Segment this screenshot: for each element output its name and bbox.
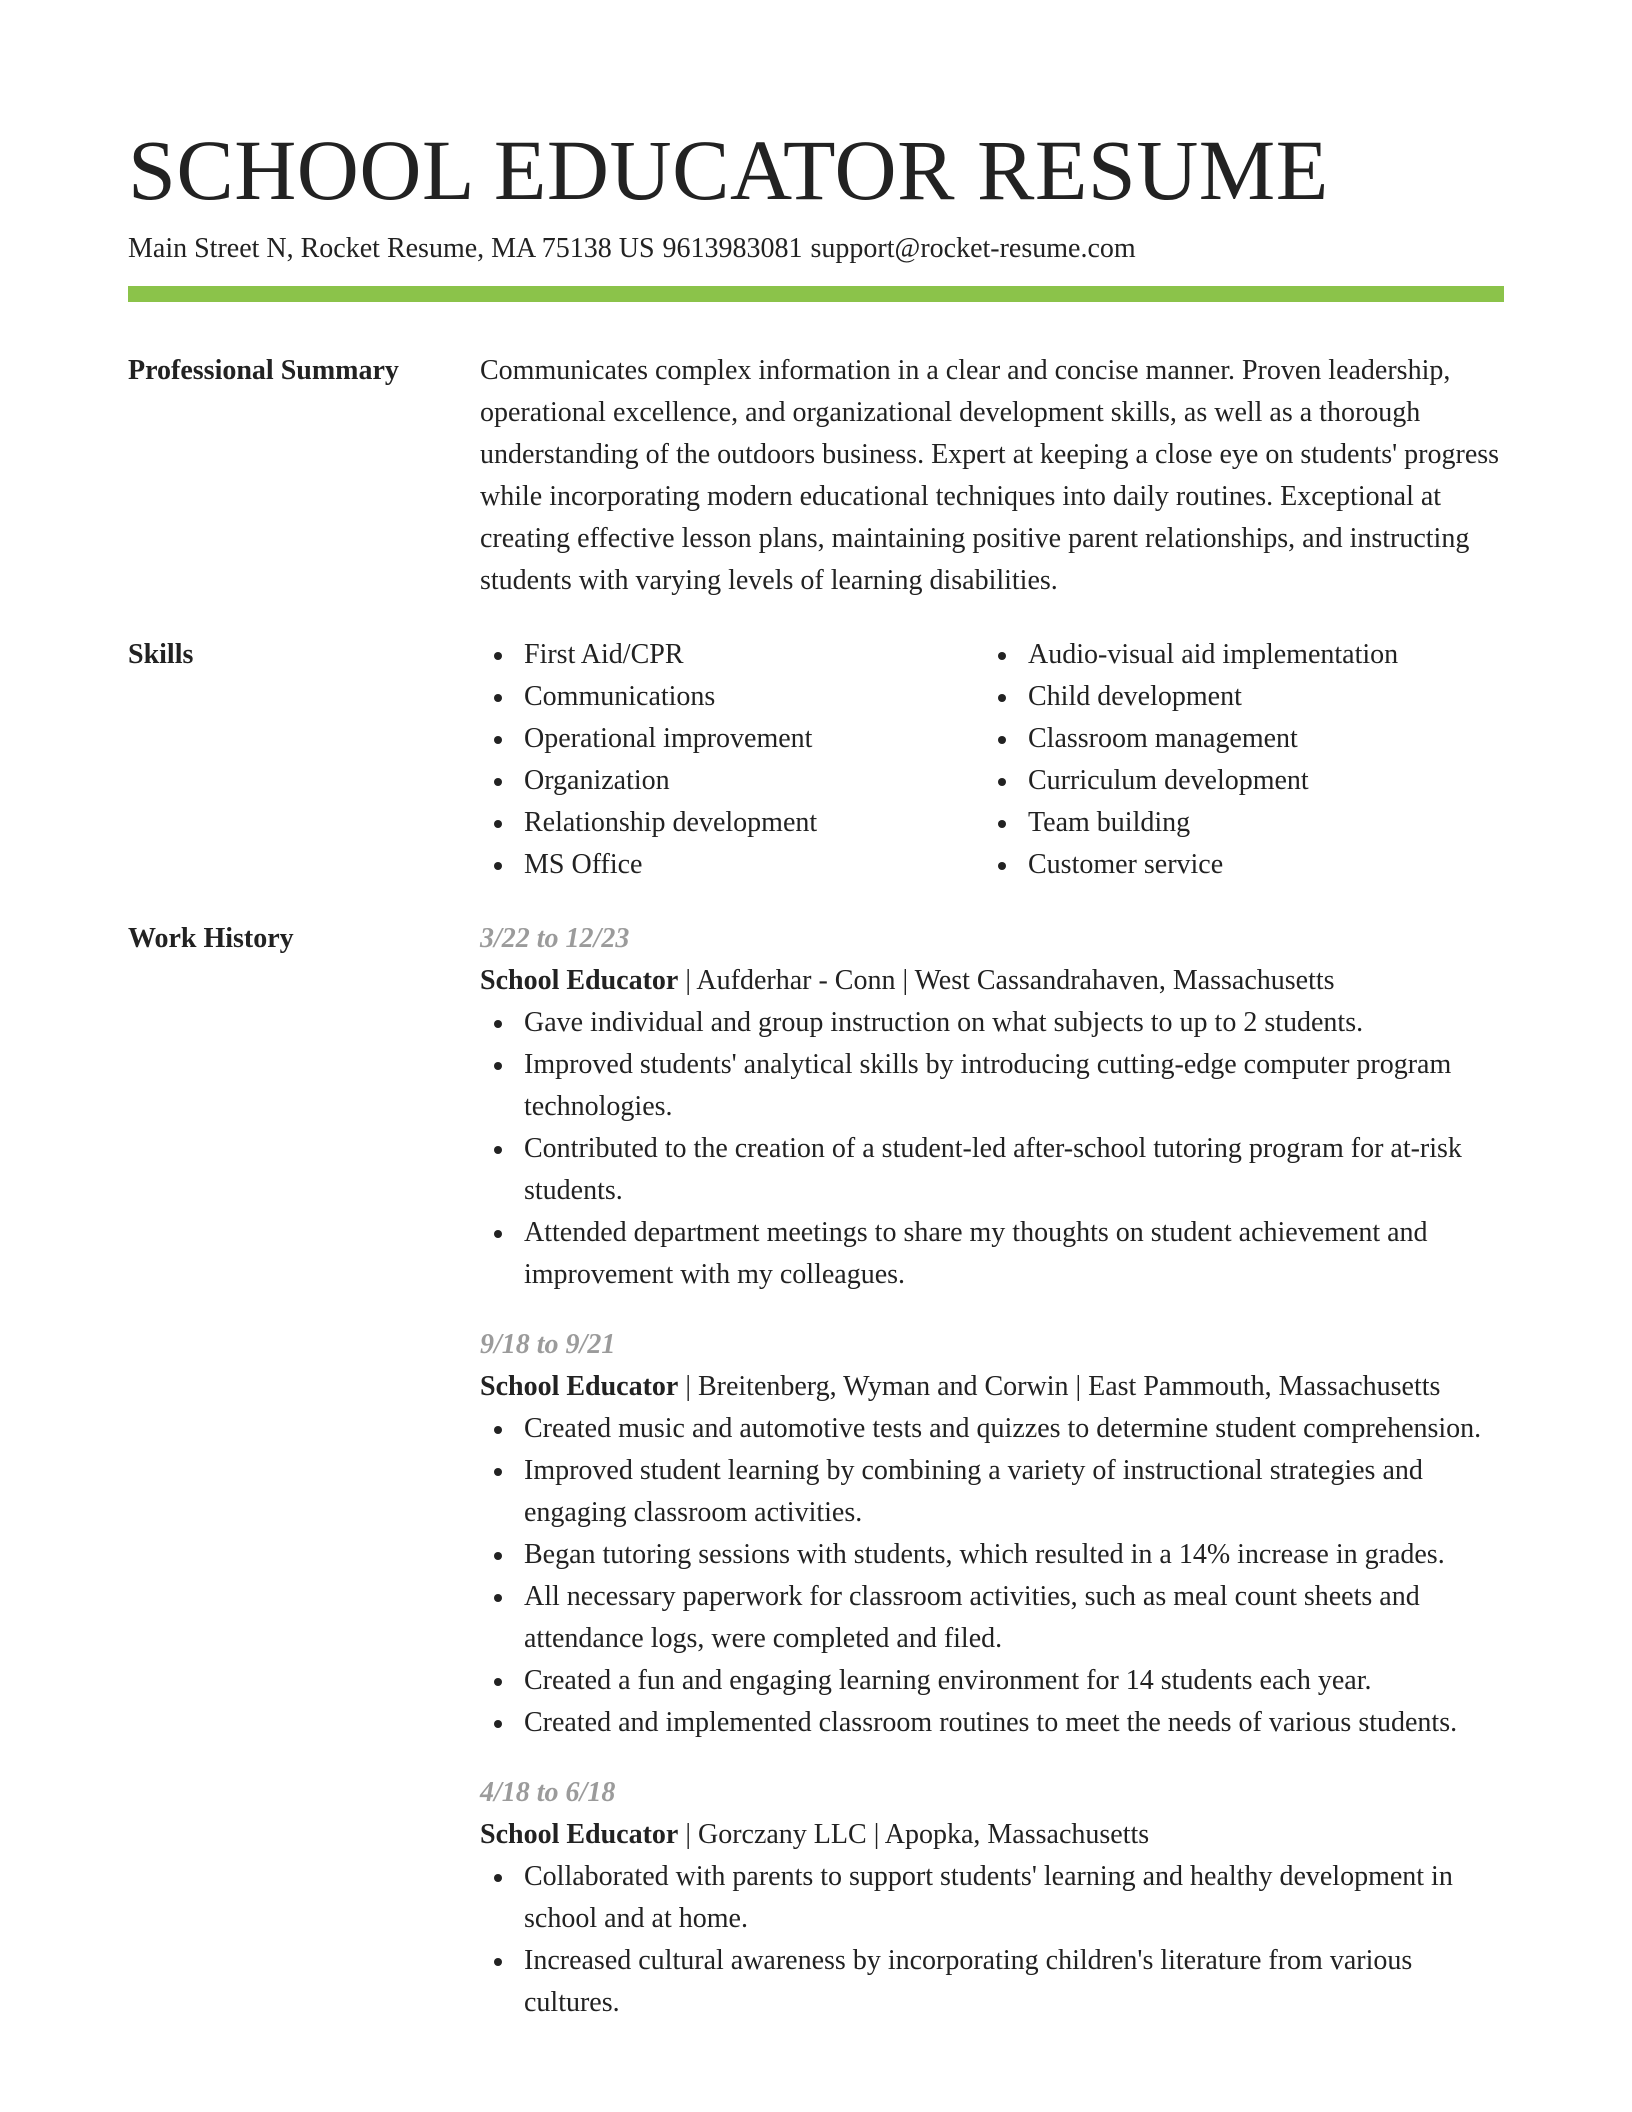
header-divider xyxy=(128,286,1504,302)
job-bullet: Improved students' analytical skills by introducing cutting-edge computer program technologies. xyxy=(480,1044,1510,1128)
work-history-label: Work History xyxy=(128,923,294,954)
job-header: School Educator | Aufderhar - Conn | West Cassandrahaven, Massachusetts xyxy=(480,965,1335,996)
job-location: East Pammouth, Massachusetts xyxy=(1088,1371,1441,1402)
skills-section xyxy=(480,634,1510,886)
job-bullet: Created a fun and engaging learning environment for 14 students each year. xyxy=(480,1660,1510,1702)
skills-list-left xyxy=(480,634,984,886)
skill-item: Classroom management xyxy=(984,718,1488,760)
job-bullet-list xyxy=(480,1408,1510,1744)
summary-text: Communicates complex information in a clear and concise manner. Proven leadership, operational excellence, and organizational development skills, as well as a thorough understanding of the outdoors business. Expert at keeping a close eye on students' progress while incorporating modern educational techniques into daily routines. Exceptional at creating effective lesson plans, maintaining positive parent relationships, and instructing students with varying levels of learning disabilities. xyxy=(480,355,1500,596)
job-bullet: Improved student learning by combining a variety of instructional strategies and engaging classroom activities. xyxy=(480,1450,1510,1534)
resume-title: SCHOOL EDUCATOR RESUME xyxy=(128,122,1329,218)
job-bullet: All necessary paperwork for classroom activities, such as meal count sheets and attendance logs, were completed and filed. xyxy=(480,1576,1510,1660)
skill-item: Audio-visual aid implementation xyxy=(984,634,1488,676)
job-bullet: Created music and automotive tests and quizzes to determine student comprehension. xyxy=(480,1408,1510,1450)
skill-item: MS Office xyxy=(480,844,984,886)
job-location: Apopka, Massachusetts xyxy=(884,1819,1150,1850)
skill-item: Organization xyxy=(480,760,984,802)
skill-item: Curriculum development xyxy=(984,760,1488,802)
job-bullet: Created and implemented classroom routines to meet the needs of various students. xyxy=(480,1702,1510,1744)
contact-email: support@rocket-resume.com xyxy=(810,233,1136,264)
job-dates: 4/18 to 6/18 xyxy=(480,1777,616,1808)
job-entry xyxy=(480,1772,1510,2024)
job-bullet: Collaborated with parents to support students' learning and healthy development in school and at home. xyxy=(480,1856,1510,1940)
skills-list-right xyxy=(984,634,1488,886)
summary-label: Professional Summary xyxy=(128,355,399,386)
job-company: Aufderhar - Conn xyxy=(696,965,896,996)
job-bullet: Contributed to the creation of a student-led after-school tutoring program for at-risk students. xyxy=(480,1128,1510,1212)
skills-label: Skills xyxy=(128,639,194,670)
job-bullet: Began tutoring sessions with students, which resulted in a 14% increase in grades. xyxy=(480,1534,1510,1576)
skill-item: Child development xyxy=(984,676,1488,718)
skill-item: Communications xyxy=(480,676,984,718)
skill-item: Operational improvement xyxy=(480,718,984,760)
job-company: Breitenberg, Wyman and Corwin xyxy=(697,1371,1069,1402)
skill-item: Relationship development xyxy=(480,802,984,844)
job-bullet-list xyxy=(480,1856,1510,2024)
job-bullet: Attended department meetings to share my thoughts on student achievement and improvement with my colleagues. xyxy=(480,1212,1510,1296)
job-dates: 9/18 to 9/21 xyxy=(480,1329,616,1360)
job-entry xyxy=(480,918,1510,1296)
job-title: School Educator xyxy=(480,1819,679,1850)
job-header: School Educator | Breitenberg, Wyman and Corwin | East Pammouth, Massachusetts xyxy=(480,1371,1441,1402)
job-bullet: Increased cultural awareness by incorporating children's literature from various cultures. xyxy=(480,1940,1510,2024)
job-bullet-list xyxy=(480,1002,1510,1296)
work-history-section xyxy=(480,918,1510,2052)
contact-phone: 9613983081 xyxy=(662,233,803,264)
job-header: School Educator | Gorczany LLC | Apopka, Massachusetts xyxy=(480,1819,1150,1850)
job-company: Gorczany LLC xyxy=(697,1819,867,1850)
job-location: West Cassandrahaven, Massachusetts xyxy=(914,965,1335,996)
job-entry xyxy=(480,1324,1510,1744)
skill-item: Customer service xyxy=(984,844,1488,886)
job-dates: 3/22 to 12/23 xyxy=(480,923,630,954)
contact-line xyxy=(128,232,1136,266)
job-title: School Educator xyxy=(480,1371,679,1402)
skill-item: First Aid/CPR xyxy=(480,634,984,676)
job-title: School Educator xyxy=(480,965,679,996)
contact-address: Main Street N, Rocket Resume, MA 75138 US xyxy=(128,233,655,264)
job-bullet: Gave individual and group instruction on what subjects to up to 2 students. xyxy=(480,1002,1510,1044)
summary-section xyxy=(480,350,1510,602)
skill-item: Team building xyxy=(984,802,1488,844)
